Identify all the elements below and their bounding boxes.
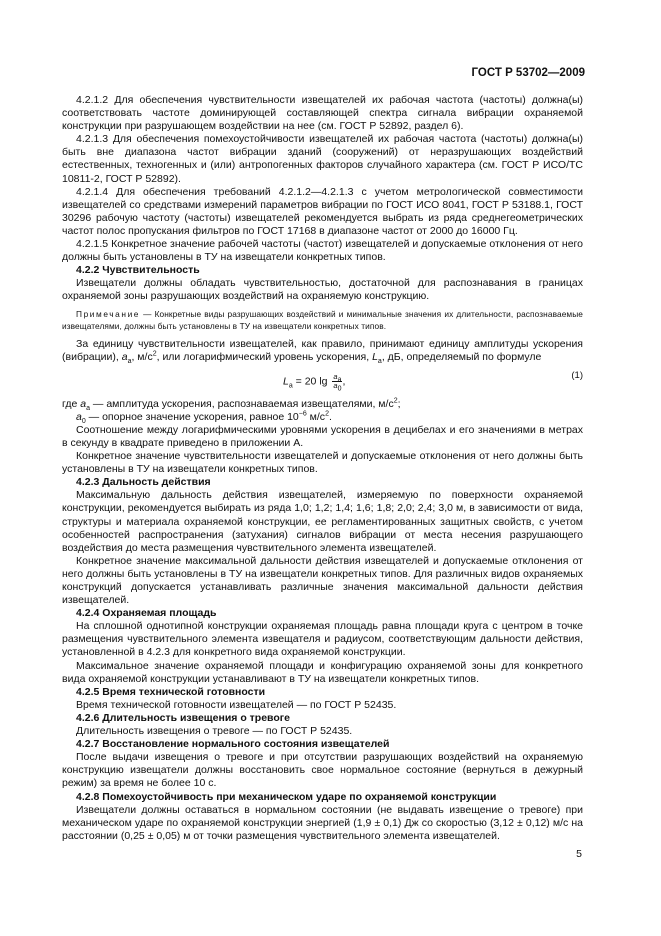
text-fragment: — опорное значение ускорения, равное 10 <box>85 410 299 423</box>
paragraph-4-2-4-b: Максимальное значение охраняемой площади и конфигурацию охраняемой зоны для конкретного вида охраняемой конструкции устанавливают в ТУ на извещатели конкретных типов. <box>62 659 583 685</box>
symbol-a-subscript: a <box>86 404 90 412</box>
text-fragment: , м/с <box>131 350 153 363</box>
paragraph-4-2-3-b: Конкретное значение максимальной дальности действия извещателей и допускаемые отклонения от него должны быть установлены в ТУ на извещатели конкретных типов. Для различных видов охраняемых конструкций допускается устанавливать различные значения максимальной дальности действия извещателей. <box>62 554 583 607</box>
denominator-symbol: a <box>333 380 338 390</box>
paragraph-4-2-1-4: 4.2.1.4 Для обеспечения требований 4.2.1.2—4.2.1.3 с учетом метрологической совместимости извещателей со средствами измерений параметров вибрации по ГОСТ ИСО 8041, ГОСТ Р 53188.1, ГОСТ 30296 рабочую частоту (частоты) извещателей рекомендуется выбрать из ряда среднегеометрических частот полос пропускания фильтров по ГОСТ 17168 в диапазоне частот от 2000 до 16000 Гц. <box>62 185 583 237</box>
symbol-a0-subscript: 0 <box>81 417 86 425</box>
formula-row <box>62 367 583 397</box>
heading-4-2-7: 4.2.7 Восстановление нормального состояния извещателей <box>76 738 390 751</box>
paragraph-4-2-2-a: Извещатели должны обладать чувствительностью, достаточной для распознавания в границах охраняемой зоны разрушающих воздействий на охраняемую конструкцию. <box>62 277 583 303</box>
text-fragment: — амплитуда ускорения, распознаваемая извещателями, м/с <box>90 397 394 410</box>
fraction-denominator <box>332 380 342 393</box>
superscript: 2 <box>325 410 329 418</box>
page-number: 5 <box>576 848 582 860</box>
heading-4-2-2: 4.2.2 Чувствительность <box>76 264 200 277</box>
paragraph-4-2-4-a: На сплошной однотипной конструкции охраняемая площадь равна площади круга с центром в точке размещения чувствительного элемента извещателя и радиусом, соответствующим дальности действия, установленной в 4.2.3 для конкретного вида охраняемой конструкции. <box>62 620 583 659</box>
note-text: — Конкретные виды разрушающих воздействий и минимальные значения их длительности, распознаваемые извещателями, должны быть установлены в ТУ на извещатели конкретных типов. <box>62 308 583 331</box>
text-fragment: . <box>328 410 332 423</box>
text-fragment: , дБ, определяемый по формуле <box>381 350 542 363</box>
symbol-L-subscript: a <box>377 357 382 365</box>
paragraph-4-2-5: Время технической готовности извещателей — по ГОСТ Р 52435. <box>76 698 397 711</box>
text-fragment: За единицу чувствительности извещателей, как правило, принимают единицу амплитуды ускорения (вибрации), <box>62 337 583 363</box>
text-fragment: ; <box>397 397 401 410</box>
where-line-1 <box>62 398 583 411</box>
numerator-subscript: a <box>337 376 342 384</box>
formula-operator: = 20 lg <box>292 374 331 387</box>
superscript: −6 <box>298 410 307 418</box>
symbol-a: a <box>80 397 87 410</box>
paragraph-4-2-8: Извещатели должны оставаться в нормальном состоянии (не выдавать извещение о тревоге) при механическом ударе по охраняемой конструкции энергией (1,9 ± 0,1) Дж со скоростью (3,12 ± 0,12) м/с на расстоянии (0,25 ± 0,05) м от точки размещения чувствительного элемента извещателей. <box>62 803 583 842</box>
formula-lhs: L <box>283 374 289 387</box>
formula-1 <box>283 371 346 393</box>
symbol-a: a <box>121 350 128 363</box>
symbol-L: L <box>372 350 378 363</box>
text-fragment: м/с <box>306 410 326 423</box>
formula-tail: , <box>342 374 346 387</box>
paragraph-4-2-1-3: 4.2.1.3 Для обеспечения помехоустойчивости извещателей их рабочая частота (частоты) должна(ы) быть вне диапазона частот вибрации зданий (сооружений) от неразрушающих воздействий естественных, техногенных и (или) антропогенных факторов случайного характера (см. ГОСТ Р ИСО/ТС 10811-2, ГОСТ Р 52892). <box>62 133 583 185</box>
symbol-a0: a <box>76 410 82 423</box>
where-line-2 <box>62 411 583 424</box>
numerator-symbol: a <box>333 371 338 381</box>
heading-4-2-6: 4.2.6 Длительность извещения о тревоге <box>76 711 290 724</box>
paragraph-4-2-2-d: Конкретное значение чувствительности извещателей и допускаемые отклонения от него должны быть установлены в ТУ на извещатели конкретных типов. <box>62 450 583 476</box>
paragraph-4-2-2-b <box>62 338 583 364</box>
paragraph-4-2-1-5: 4.2.1.5 Конкретное значение рабочей частоты (частот) извещателей и допускаемые отклонения от него должны быть установлены в ТУ на извещатели конкретных типов. <box>62 238 583 264</box>
note-label: Примечание <box>76 308 141 319</box>
symbol-a-subscript: a <box>127 357 132 365</box>
superscript: 2 <box>152 350 157 358</box>
equation-number: (1) <box>571 369 583 381</box>
note-paragraph <box>62 308 583 332</box>
paragraph-4-2-7: После выдачи извещения о тревоге и при отсутствии разрушающих воздействий на охраняемую конструкцию извещатели должны восстановить свое нормальное состояние (вернуться в дежурный режим) за время не более 10 с. <box>62 751 583 790</box>
paragraph-4-2-1-2: 4.2.1.2 Для обеспечения чувствительности извещателей их рабочая частота (частоты) должна(ы) соответствовать частоте доминирующей составляющей спектра сигнала вибрации охраняемой конструкции при разрушающем воздействии на нее (см. ГОСТ Р 52892, раздел 6). <box>62 94 583 133</box>
heading-4-2-5: 4.2.5 Время технической готовности <box>76 685 266 698</box>
document-header-id: ГОСТ Р 53702—2009 <box>471 67 585 79</box>
formula-fraction <box>332 371 342 393</box>
formula-lhs-subscript: a <box>288 382 293 390</box>
denominator-subscript: 0 <box>337 385 342 393</box>
text-fragment: , или логарифмический уровень ускорения, <box>156 350 373 363</box>
paragraph-4-2-2-c: Соотношение между логарифмическими уровнями ускорения в децибелах и его значениями в метрах в секунду в квадрате приведено в приложении А. <box>62 423 583 449</box>
text-fragment: где <box>62 397 81 410</box>
heading-4-2-4: 4.2.4 Охраняемая площадь <box>76 607 217 620</box>
document-body <box>62 94 583 843</box>
paragraph-4-2-6: Длительность извещения о тревоге — по ГОСТ Р 52435. <box>76 725 353 738</box>
heading-4-2-3: 4.2.3 Дальность действия <box>76 476 211 489</box>
paragraph-4-2-3-a: Максимальную дальность действия извещателей, измеряемую по поверхности охраняемой конструкции, рекомендуется выбирать из ряда 1,0; 1,2; 1,4; 1,6; 1,8; 2,0; 2,4; 3,0 м, в зависимости от вида, структуры и материала охраняемой конструкции, ее регламентированных защитных свойств, с учетом особенностей распространения (затухания) сигналов вибрации от места несения разрушающего воздействия до места размещения чувствительного элемента извещателей. <box>62 489 583 554</box>
heading-4-2-8: 4.2.8 Помехоустойчивость при механическом ударе по охраняемой конструкции <box>76 790 497 803</box>
superscript: 2 <box>393 397 398 405</box>
